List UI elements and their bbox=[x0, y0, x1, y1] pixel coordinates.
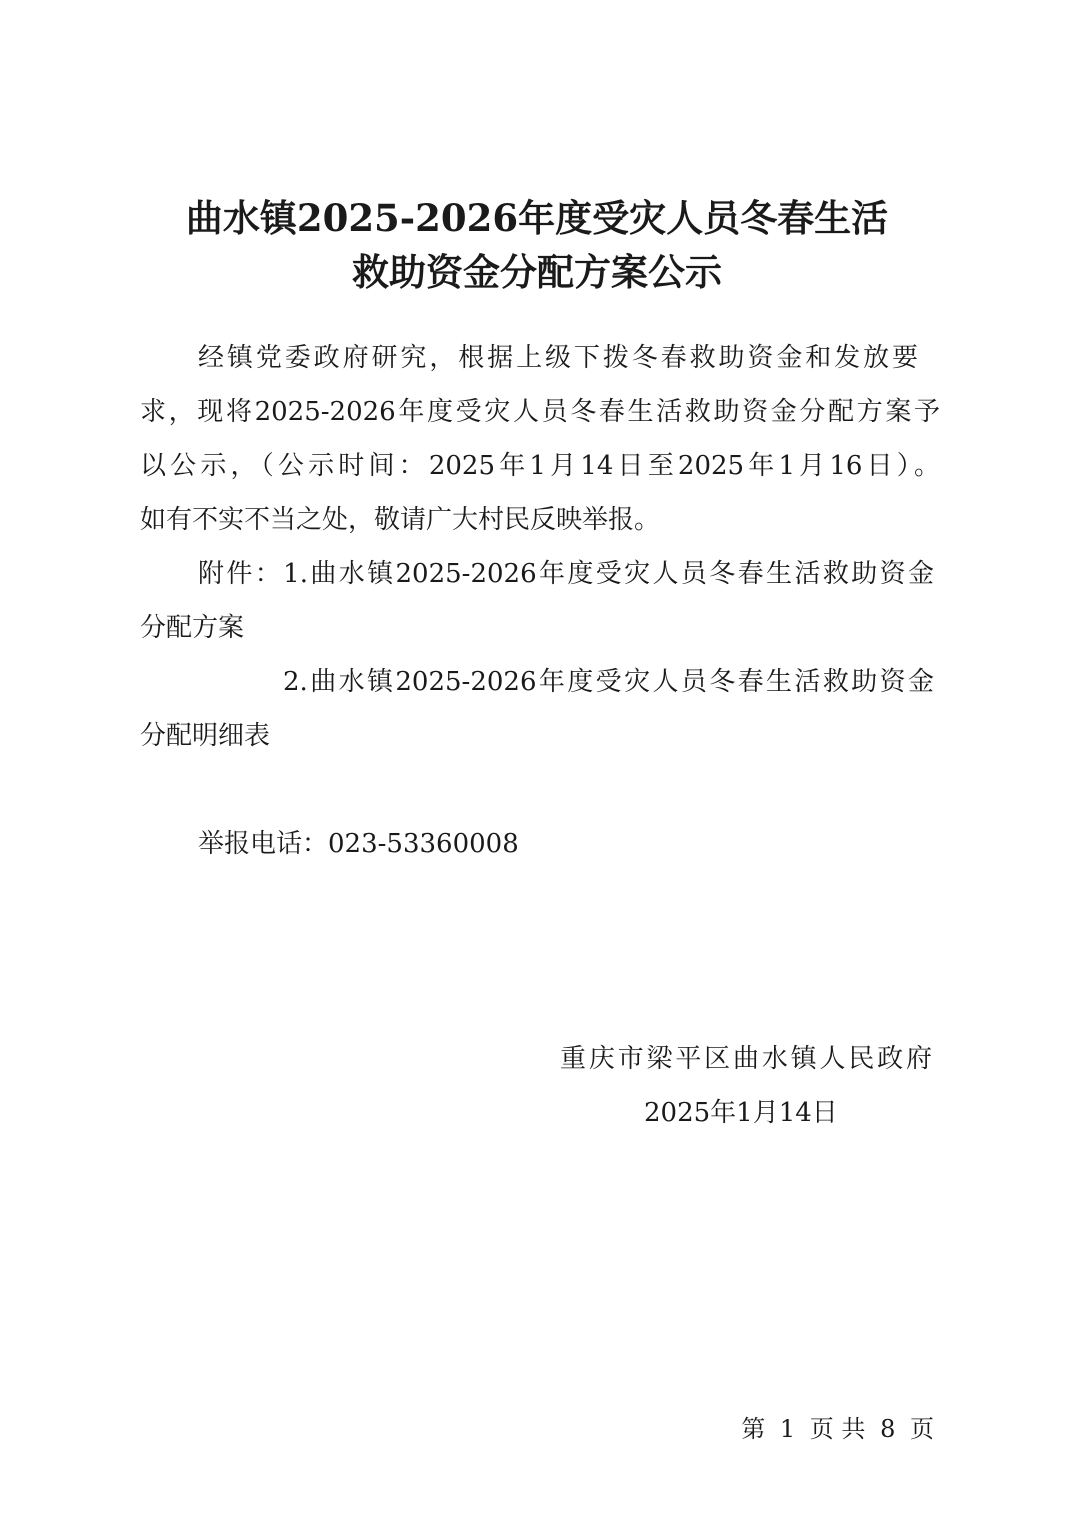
page-middle: 页 共 bbox=[809, 1415, 866, 1443]
paragraph-line-3: 以公示，（公示时间：2025年1月14日至2025年1月16日）。 bbox=[140, 451, 940, 481]
attachment-1-line1: 附件：1.曲水镇2025-2026年度受灾人员冬春生活救助资金 bbox=[198, 559, 934, 589]
attachment-2-line2: 分配明细表 bbox=[140, 721, 271, 751]
page-number bbox=[741, 1412, 934, 1446]
report-hotline: 举报电话：023-53360008 bbox=[198, 829, 519, 859]
signature-organization: 重庆市梁平区曲水镇人民政府 bbox=[560, 1044, 932, 1074]
paragraph-line-4: 如有不实不当之处，敬请广大村民反映举报。 bbox=[140, 505, 661, 535]
page-prefix: 第 bbox=[741, 1415, 766, 1443]
paragraph-line-2: 求，现将2025-2026年度受灾人员冬春生活救助资金分配方案予 bbox=[140, 397, 940, 427]
signature-date: 2025年1月14日 bbox=[644, 1098, 838, 1128]
attachment-1-line2: 分配方案 bbox=[140, 613, 245, 643]
document-title-line1: 曲水镇2025-2026年度受灾人员冬春生活 bbox=[185, 196, 889, 240]
page-current: 1 bbox=[779, 1415, 796, 1443]
page-suffix: 页 bbox=[910, 1415, 934, 1443]
paragraph-line-1: 经镇党委政府研究，根据上级下拨冬春救助资金和发放要 bbox=[198, 343, 918, 373]
attachment-2-line1: 2.曲水镇2025-2026年度受灾人员冬春生活救助资金 bbox=[283, 667, 934, 697]
page-total: 8 bbox=[880, 1415, 896, 1443]
document-title-line2: 救助资金分配方案公示 bbox=[352, 250, 722, 294]
